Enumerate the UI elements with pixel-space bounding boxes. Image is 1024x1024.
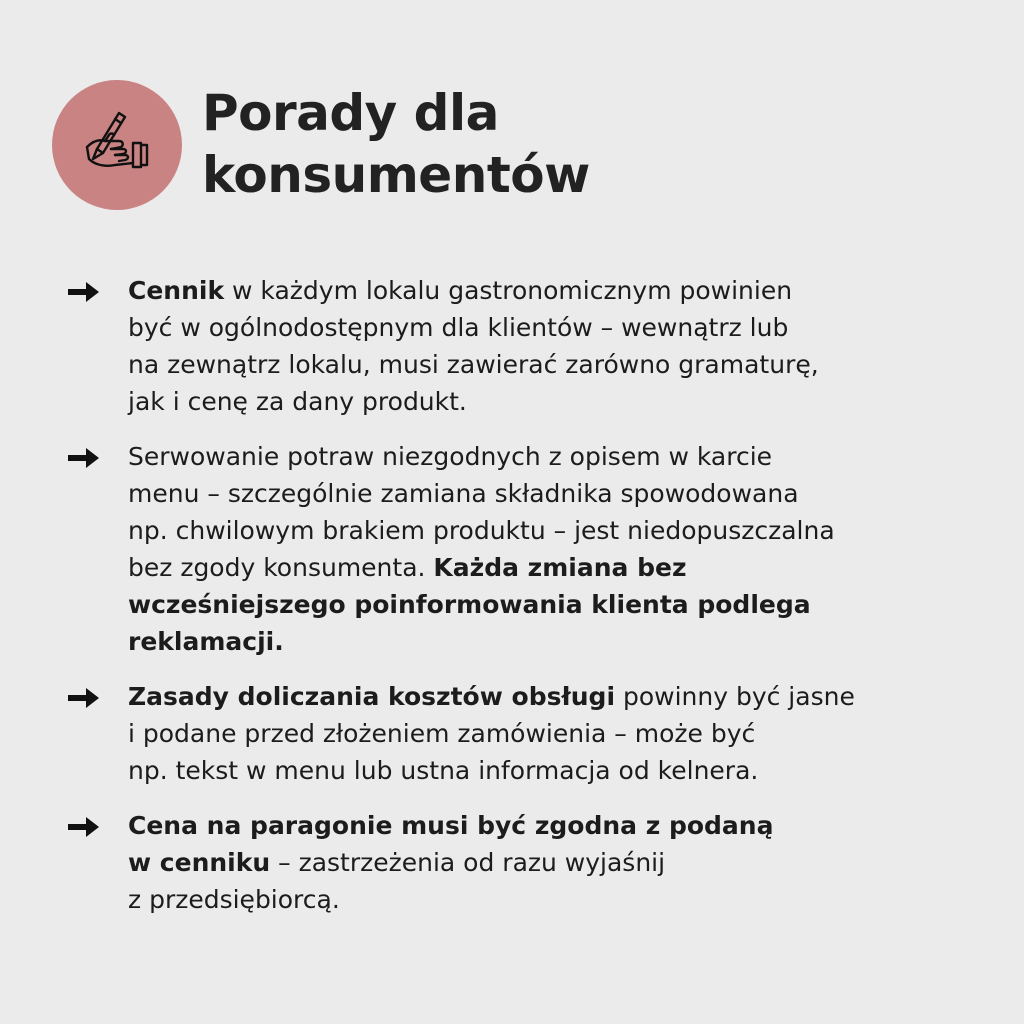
- hand-writing-with-pen-icon: [79, 107, 155, 183]
- page-title: [202, 82, 590, 206]
- tip-item: [60, 807, 990, 918]
- tip-text-bold: Każda zmiana bez: [433, 553, 687, 582]
- tip-text-bold: w cenniku: [128, 848, 271, 877]
- tips-list: [60, 272, 990, 936]
- tip-text: – zastrzeżenia od razu wyjaśnij: [270, 848, 666, 877]
- tip-text: w każdym lokalu gastronomicznym powinien: [224, 276, 793, 305]
- header-icon-circle: [52, 80, 182, 210]
- title-line: konsumentów: [202, 146, 590, 204]
- tip-text: powinny być jasne: [615, 682, 855, 711]
- arrow-right-icon: [66, 815, 102, 839]
- arrow-right-icon: [66, 446, 102, 470]
- tip-text: np. chwilowym brakiem produktu – jest niedopuszczalna: [128, 516, 835, 545]
- tip-text-bold: wcześniejszego poinformowania klienta podlega: [128, 590, 811, 619]
- tip-text: jak i cenę za dany produkt.: [128, 387, 467, 416]
- tip-item: [60, 678, 990, 789]
- tip-text: bez zgody konsumenta.: [128, 553, 434, 582]
- arrow-right-icon: [66, 280, 102, 304]
- tip-text: być w ogólnodostępnym dla klientów – wewnątrz lub: [128, 313, 789, 342]
- arrow-right-icon: [66, 686, 102, 710]
- title-line: Porady dla: [202, 84, 499, 142]
- tip-text-bold: Cennik: [128, 276, 225, 305]
- tip-text: na zewnątrz lokalu, musi zawierać zarówno gramaturę,: [128, 350, 819, 379]
- tip-text: z przedsiębiorcą.: [128, 885, 340, 914]
- tip-text: menu – szczególnie zamiana składnika spowodowana: [128, 479, 799, 508]
- tip-text: Serwowanie potraw niezgodnych z opisem w karcie: [128, 442, 773, 471]
- header: [52, 80, 992, 212]
- tip-text: i podane przed złożeniem zamówienia – może być: [128, 719, 756, 748]
- tip-text-bold: reklamacji.: [128, 627, 284, 656]
- tip-text: np. tekst w menu lub ustna informacja od kelnera.: [128, 756, 759, 785]
- tip-item: [60, 272, 990, 420]
- tip-text-bold: Cena na paragonie musi być zgodna z podaną: [128, 811, 774, 840]
- tip-item: [60, 438, 990, 660]
- tip-text-bold: Zasady doliczania kosztów obsługi: [128, 682, 616, 711]
